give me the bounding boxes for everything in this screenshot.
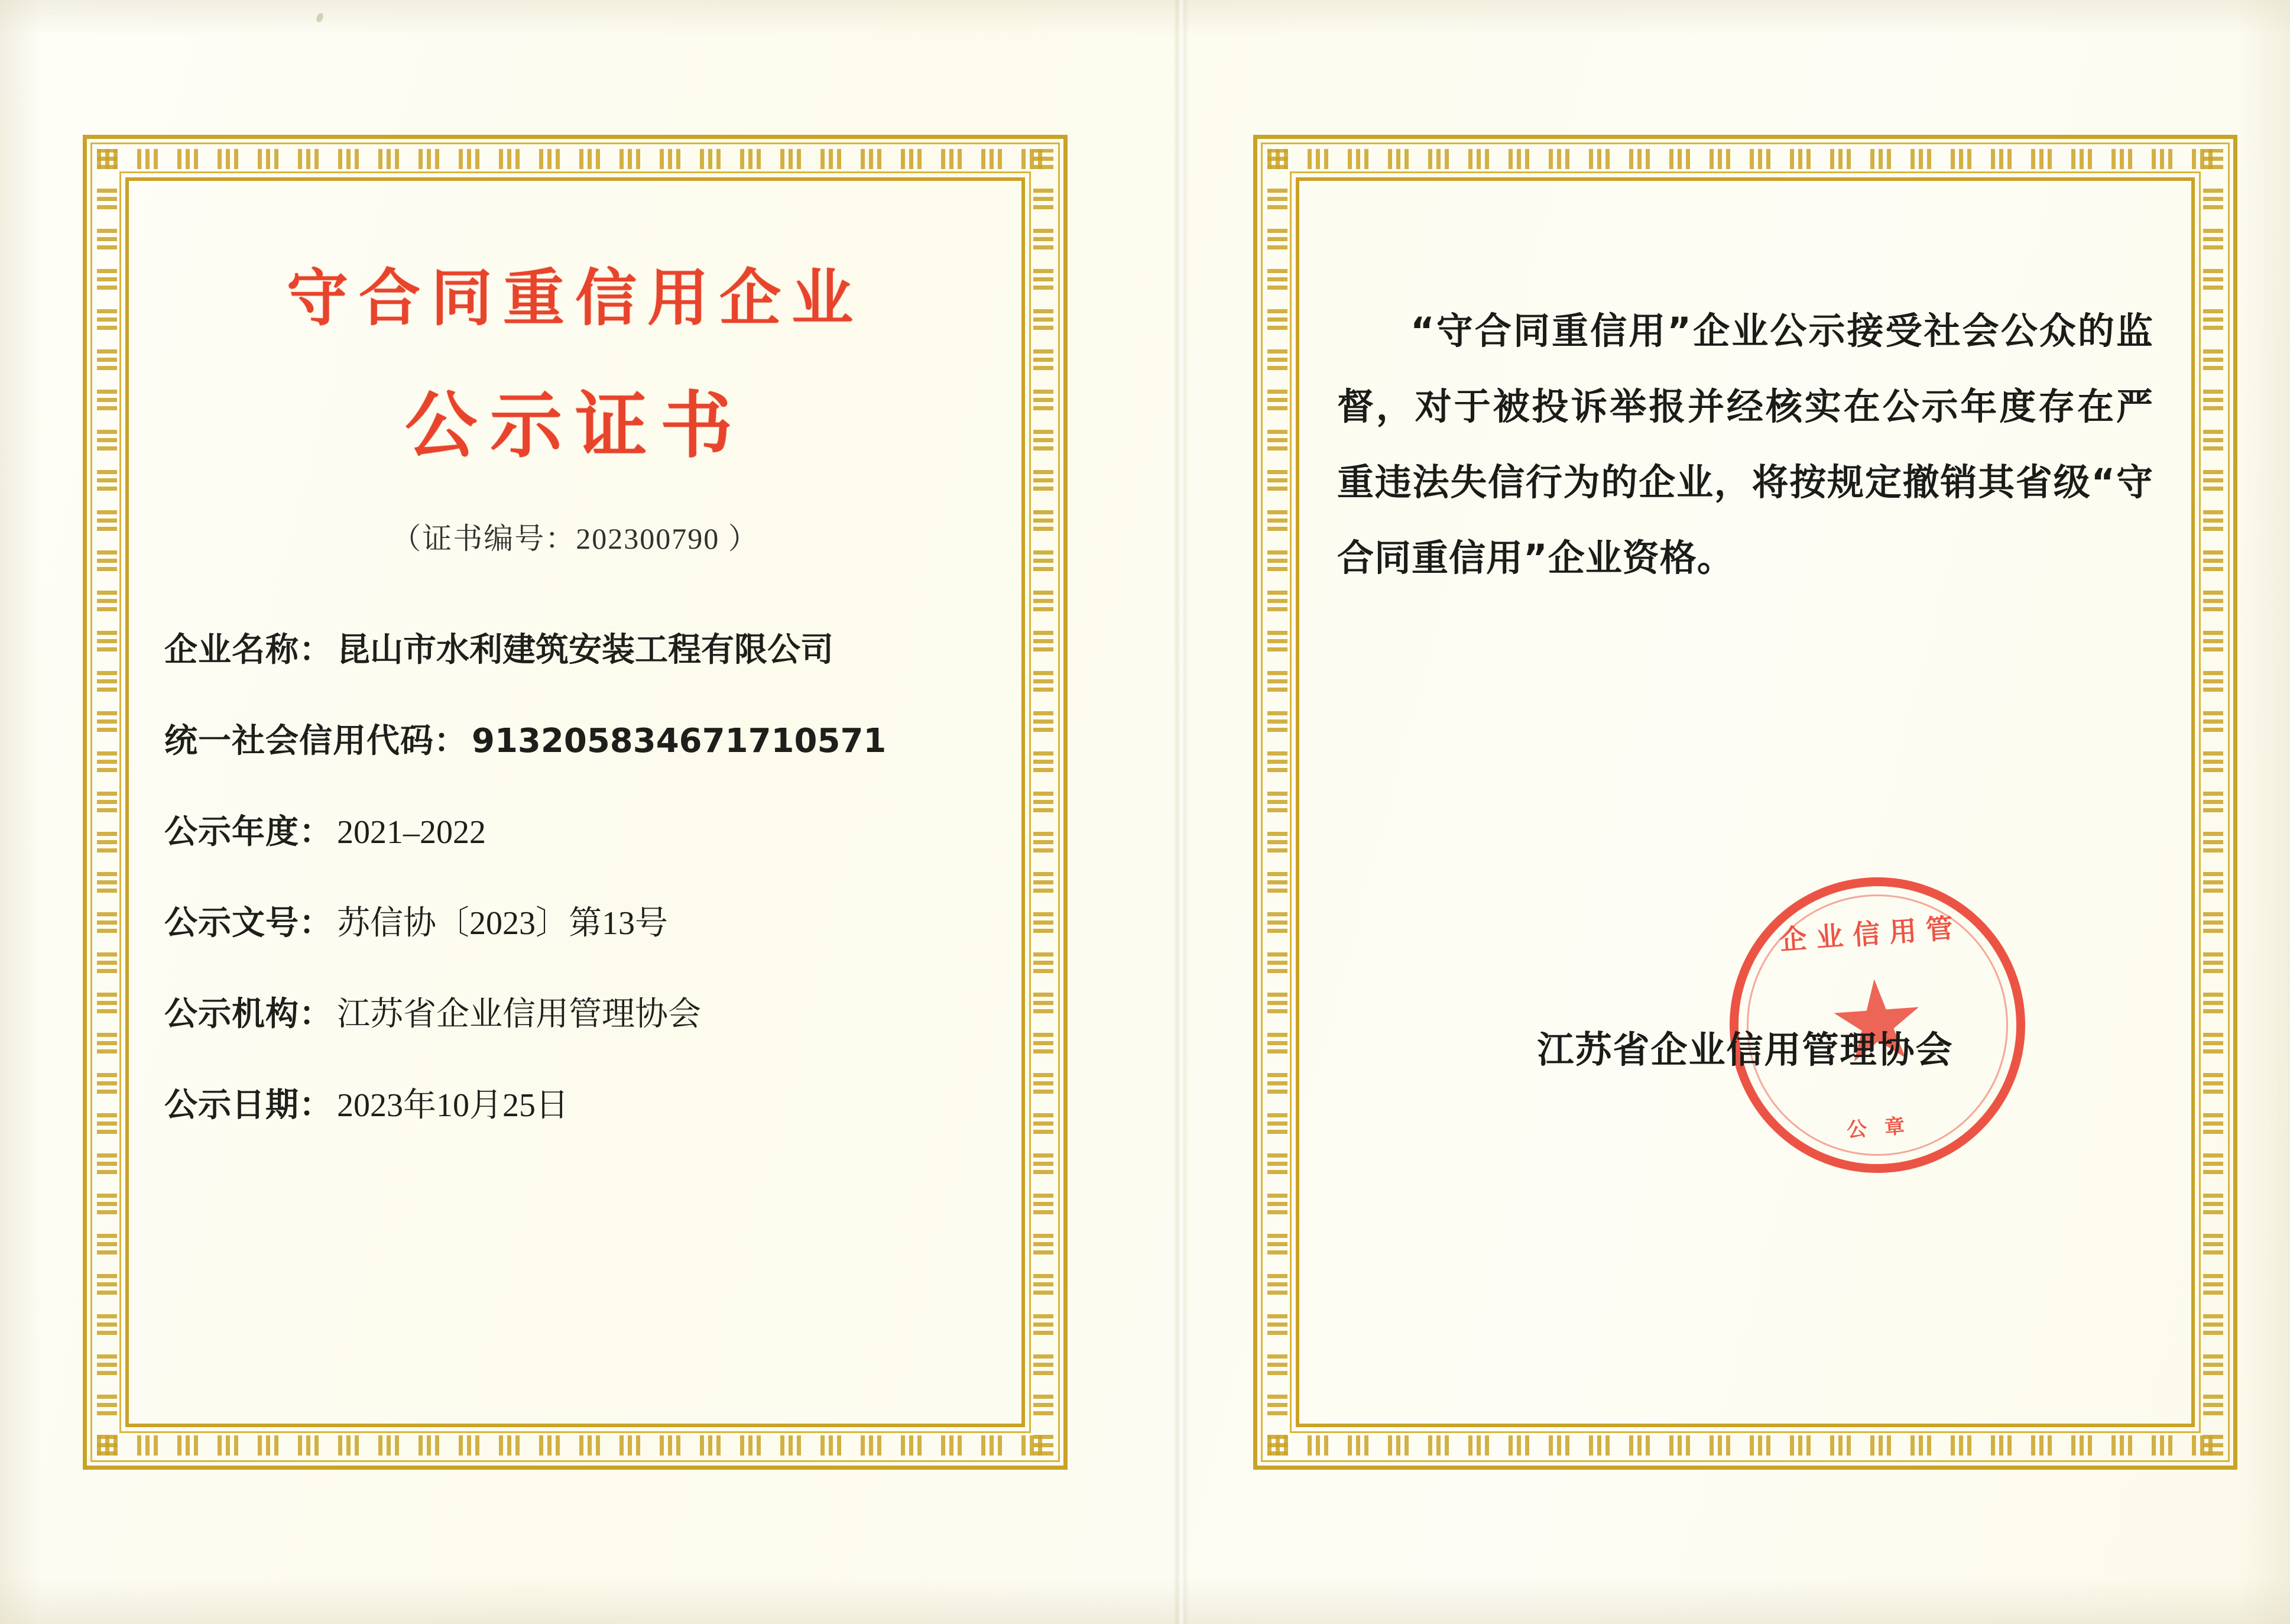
seal-bottom-text: 公章 (1845, 1113, 1924, 1142)
field-label: 公示日期 (164, 1086, 299, 1124)
field-publicity-date (164, 1079, 1011, 1126)
field-value: 昆山市水利建筑安装工程有限公司 (337, 631, 833, 669)
certificate-title: 守合同重信用企业 (286, 262, 864, 334)
field-company-name (164, 624, 1011, 671)
paper-edge-shadow-bottom (0, 1577, 2290, 1624)
certificate-number: （证书编号：202300790 ） (391, 522, 759, 555)
certificate-subtitle: 公示证书 (405, 384, 745, 468)
field-label: 企业名称 (164, 631, 299, 669)
field-colon: ： (299, 995, 332, 1033)
field-value: 913205834671710571 (472, 722, 887, 760)
field-label: 统一社会信用代码 (164, 722, 434, 760)
field-document-number (164, 897, 1011, 944)
publicity-statement-text: “守合同重信用”企业公示接受社会公众的监督，对于被投诉举报并经核实在公示年度存在严重违法失信行为的企业，将按规定撤销其省级“守合同重信用”企业资格。 (1337, 309, 2153, 579)
seal-and-issuer-area (1310, 854, 2181, 1185)
certificate-field-list (140, 624, 1011, 1126)
field-label: 公示文号 (164, 904, 299, 942)
field-colon: ： (299, 631, 332, 669)
field-colon: ： (434, 722, 467, 760)
left-certificate-panel (83, 135, 1068, 1470)
field-label: 公示机构 (164, 995, 299, 1033)
field-colon: ： (299, 813, 332, 851)
field-value: 江苏省企业信用管理协会 (337, 996, 701, 1033)
paper-edge-shadow-right (2237, 0, 2290, 1624)
right-certificate-panel (1253, 135, 2237, 1470)
field-value: 2023年10月25日 (337, 1087, 569, 1124)
paper-fold-crease (1173, 0, 1189, 1624)
left-panel-content (140, 192, 1011, 1413)
field-issuing-organization (164, 988, 1011, 1035)
field-publicity-year (164, 806, 1011, 853)
seal-top-text: 企业信用管 (1778, 911, 1964, 957)
right-panel-content (1310, 192, 2181, 1413)
issuer-organization-name: 江苏省企业信用管理协会 (1537, 1028, 1954, 1071)
field-value: 2021–2022 (337, 814, 486, 851)
paper-edge-shadow-left (0, 0, 41, 1624)
field-unified-social-credit-code (164, 715, 1011, 762)
field-colon: ： (299, 1086, 332, 1124)
field-label: 公示年度 (164, 813, 299, 851)
paper-edge-shadow-top (0, 0, 2290, 35)
field-value: 苏信协〔2023〕第13号 (337, 905, 668, 942)
field-colon: ： (299, 904, 332, 942)
